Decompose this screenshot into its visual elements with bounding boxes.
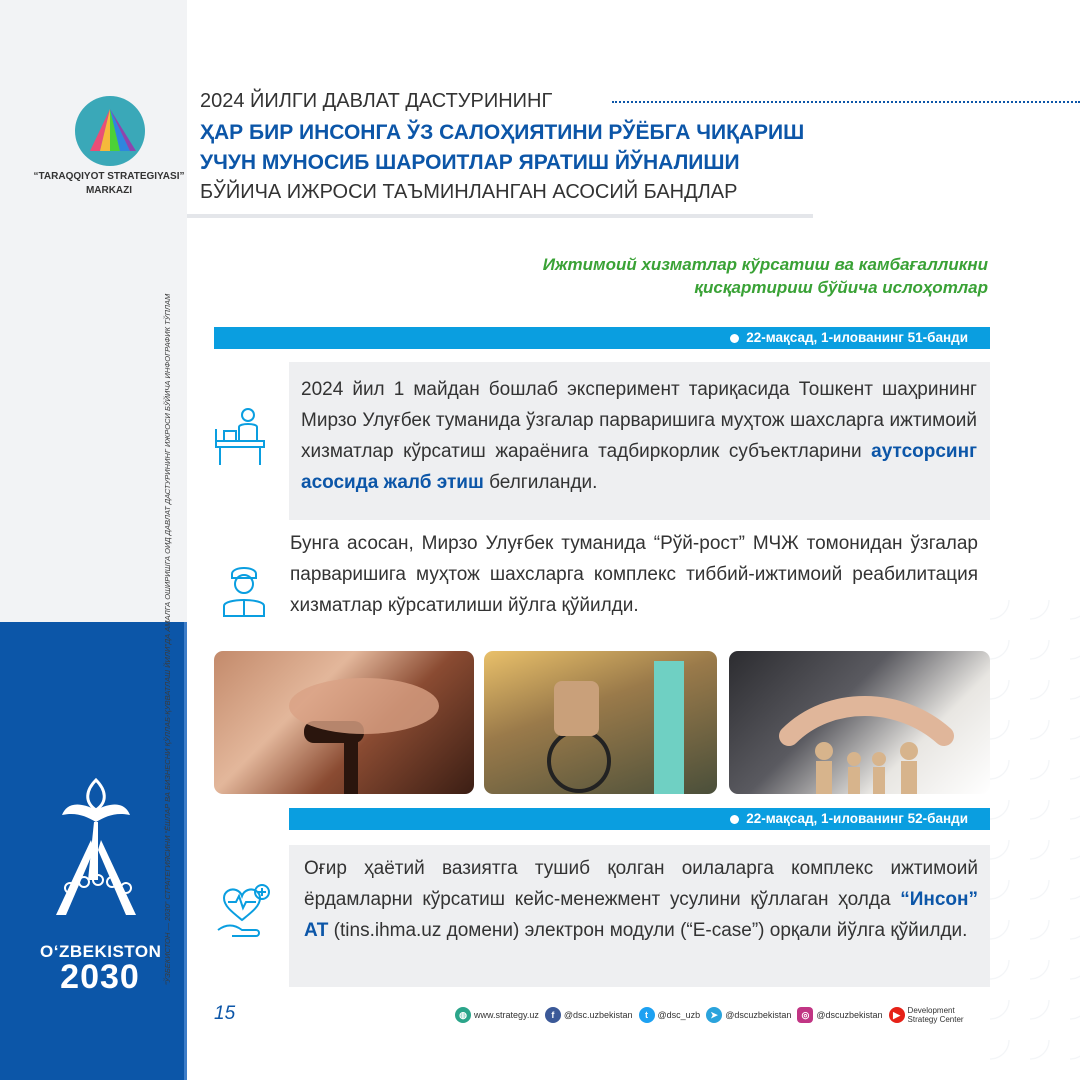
item2-text: Оғир ҳаётий вазиятга тушиб қолган оилаларга комплекс ижтимоий ёрдамларни кўрсатиш кейс-менежмент усулини қўллаган ҳолда — [304, 858, 978, 910]
footer-brand — [908, 1006, 964, 1024]
caregiver-desk-icon — [212, 405, 268, 467]
footer-twitter-label: @dsc_uzb — [657, 1010, 701, 1020]
footer-brand-line2: Strategy Center — [907, 1015, 964, 1024]
item2-text-bold: “Инсон” АТ — [304, 889, 978, 941]
logo-caption-line1: “TARAQQIYOT STRATEGIYASI” — [33, 171, 185, 182]
item1-band-label: 22-мақсад, 1-илованинг 51-банди — [746, 330, 968, 345]
decorative-pattern — [990, 600, 1080, 1080]
item2-band-label: 22-мақсад, 1-илованинг 52-банди — [746, 811, 968, 826]
item1-paragraph2: Бунга асосан, Мирзо Улуғбек туманида “Рўй-рост” МЧЖ томонидан ўзгалар парваришига муҳтож шахсларга комплекс тиббий-ижтимоий реабилитация хизматлар кўрсатилиши йўлга қўйилди. — [290, 533, 978, 616]
bullet-dot-icon — [730, 334, 739, 343]
item1-text-end: белгиланди. — [483, 472, 598, 493]
photo-elderly-hands-cane — [214, 651, 474, 794]
logo-caption-line2: MARKAZI — [85, 185, 133, 196]
item2-paragraph — [304, 853, 978, 946]
strategy-center-logo — [75, 96, 145, 166]
heart-care-icon — [212, 880, 274, 942]
item2-band — [289, 808, 990, 830]
header-underline-bar — [187, 214, 813, 218]
item2-text-end: (tins.ihma.uz домени) электрон модули (“E-case”) орқали йўлга қўйилди. — [328, 920, 968, 941]
section-title-line2: қисқартириш бўйича ислоҳотлар — [694, 278, 988, 297]
photo-wheelchair — [484, 651, 717, 794]
nurse-icon — [218, 560, 270, 618]
header-line3: УЧУН МУНОСИБ ШАРОИТЛАР ЯРАТИШ ЙЎНАЛИШИ — [200, 151, 740, 174]
footer-youtube[interactable] — [889, 1006, 964, 1024]
footer-telegram[interactable] — [706, 1007, 791, 1023]
year-2030-label: 2030 — [60, 958, 140, 996]
footer-twitter[interactable] — [639, 1007, 701, 1023]
header-line4: БЎЙИЧА ИЖРОСИ ТАЪМИНЛАНГАН АСОСИЙ БАНДЛАР — [200, 181, 738, 203]
tent-logo-icon — [82, 103, 138, 159]
footer-brand-line1: Development — [907, 1006, 955, 1015]
uzbekistan-label: O‘ZBEKISTON — [40, 942, 162, 961]
side-vertical-text: “ЎЗБЕКИСТОН — 2030” СТРАТЕГИЯСИНИ “ЁШЛАР ВА БИЗНЕСНИ ҚЎЛЛАБ-ҚУВВАТЛАШ ЙИЛИ”ДА АМАЛГА ОШИРИШГА ОИД ДАВЛАТ ДАСТУРИНИНГ ИЖРОСИ БЎЙИЧА ИНФОГРАФИК ТЎПЛАМ — [163, 293, 172, 985]
youtube-icon: ▶ — [889, 1007, 905, 1023]
section-title-line1: Ижтимоий хизматлар кўрсатиш ва камбағалликни — [542, 255, 988, 274]
header-dotted-line — [612, 101, 1080, 103]
twitter-icon: t — [639, 1007, 655, 1023]
instagram-icon: ◎ — [797, 1007, 813, 1023]
footer-instagram-label: @dscuzbekistan — [816, 1010, 883, 1020]
bullet-dot-icon — [730, 815, 739, 824]
item1-text-bold: аутсорсинг асосида жалб этиш — [301, 441, 977, 493]
footer-website-label: www.strategy.uz — [474, 1010, 539, 1020]
footer-website[interactable] — [455, 1007, 539, 1023]
header-line2: ҲАР БИР ИНСОНГА ЎЗ САЛОҲИЯТИНИ РЎЁБГА ЧИҚАРИШ — [200, 121, 805, 144]
uzbekistan-2030-emblem-icon — [36, 770, 156, 920]
section-title — [543, 253, 988, 299]
page-number: 15 — [214, 1003, 236, 1024]
globe-icon: ◍ — [455, 1007, 471, 1023]
footer-facebook-label: @dsc.uzbekistan — [563, 1010, 633, 1020]
item1-text: 2024 йил 1 майдан бошлаб эксперимент тариқасида Тошкент шаҳрининг Мирзо Улуғбек туманида ўзгалар парваришига муҳтож шахсларга ижтимоий хизматлар кўрсатиш жараёнига тадбиркорлик субъектларини — [301, 379, 977, 462]
footer-instagram[interactable] — [797, 1007, 882, 1023]
social-footer — [455, 1005, 970, 1025]
item1-paragraph — [301, 374, 977, 498]
header-line1: 2024 ЙИЛГИ ДАВЛАТ ДАСТУРИНИНГ — [200, 90, 553, 112]
photo-family-protection — [729, 651, 990, 794]
logo-caption — [24, 170, 194, 198]
footer-telegram-label: @dscuzbekistan — [725, 1010, 792, 1020]
footer-facebook[interactable] — [545, 1007, 633, 1023]
item1-band — [214, 327, 990, 349]
telegram-icon: ➤ — [706, 1007, 722, 1023]
facebook-icon: f — [545, 1007, 561, 1023]
